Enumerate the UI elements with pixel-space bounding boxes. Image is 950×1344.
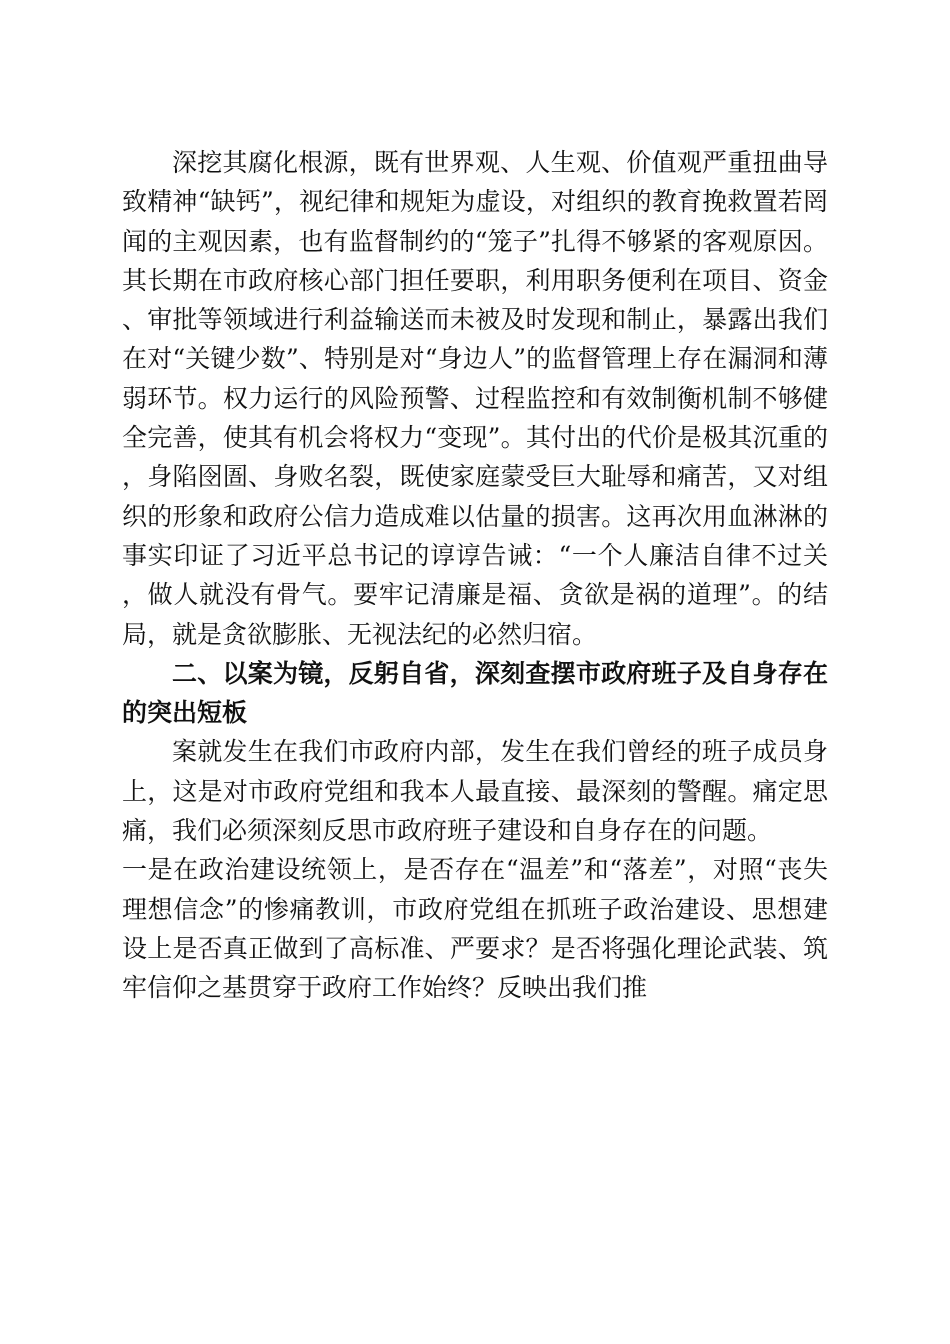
paragraph-political-building: 一是在政治建设统领上，是否存在“温差”和“落差”，对照“丧失理想信念”的惨痛教训，市政府党组在抓班子政治建设、思想建设上是否真正做到了高标准、严要求？是否将强化理论武装、筑牢信仰之基贯穿于政府工作始终？反映出我们推 bbox=[122, 855, 828, 1003]
paragraph-reflection-intro: 案就发生在我们市政府内部，发生在我们曾经的班子成员身上，这是对市政府党组和我本人最直接、最深刻的警醒。痛定思痛，我们必须深刻反思市政府班子建设和自身存在的问题。 bbox=[122, 737, 828, 846]
document-body bbox=[122, 143, 828, 1008]
section-heading-2: 二、以案为镜，反躬自省，深刻查摆市政府班子及自身存在的突出短板 bbox=[122, 658, 828, 728]
paragraph-corruption-analysis: 深挖其腐化根源，既有世界观、人生观、价值观严重扭曲导致精神“缺钙”，视纪律和规矩为虚设，对组织的教育挽救置若罔闻的主观因素，也有监督制约的“笼子”扎得不够紧的客观原因。其长期在市政府核心部门担任要职，利用职务便利在项目、资金、审批等领域进行利益输送而未被及时发现和制止，暴露出我们在对“关键少数”、特别是对“身边人”的监督管理上存在漏洞和薄弱环节。权力运行的风险预警、过程监控和有效制衡机制不够健全完善，使其有机会将权力“变现”。其付出的代价是极其沉重的，身陷囹圄、身败名裂，既使家庭蒙受巨大耻辱和痛苦，又对组织的形象和政府公信力造成难以估量的损害。这再次用血淋淋的事实印证了习近平总书记的谆谆告诫：“一个人廉洁自律不过关，做人就没有骨气。要牢记清廉是福、贪欲是祸的道理”。的结局，就是贪欲膨胀、无视法纪的必然归宿。 bbox=[122, 148, 828, 649]
